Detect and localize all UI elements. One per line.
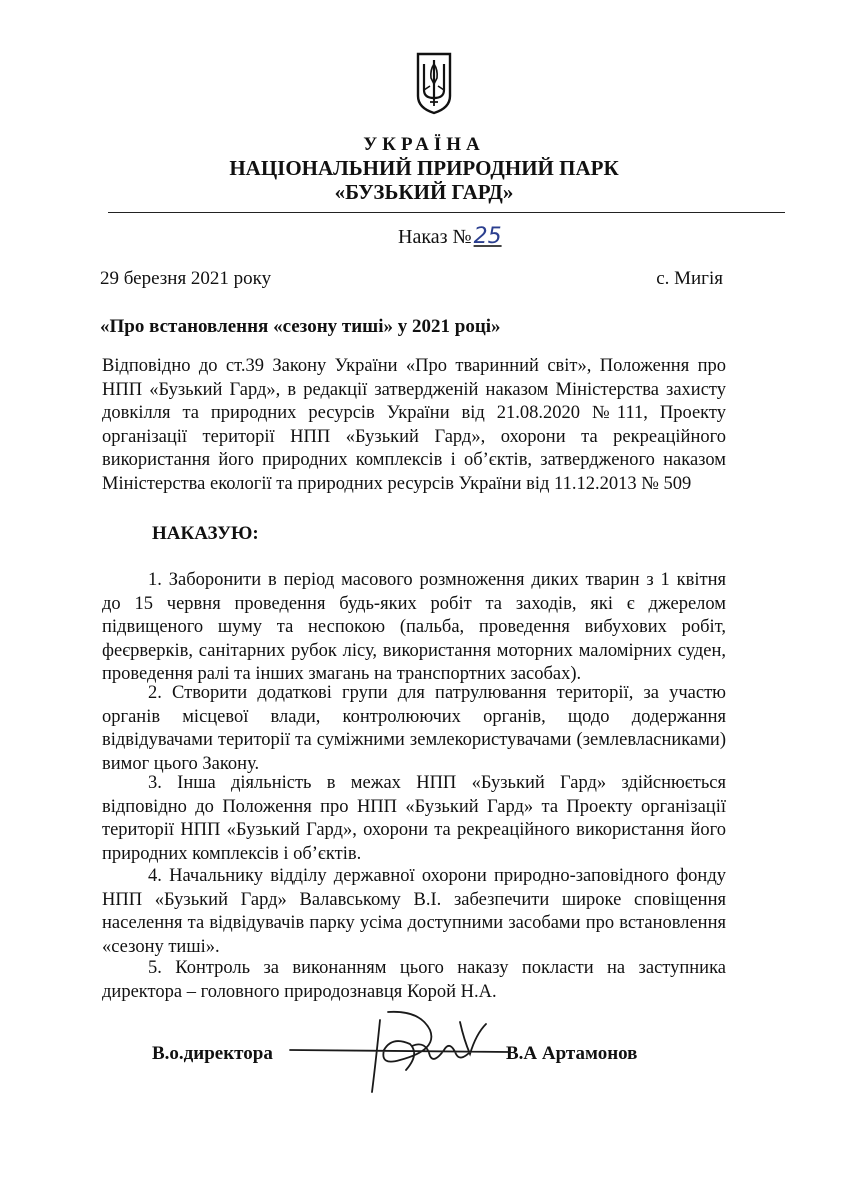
order-point-4: 4. Начальнику відділу державної охорони природно-заповідного фонду НПП «Бузький Гард» Валавському В.І. забезпечити широке сповіщення населення та відвідувачів парку усіма доступними засобами про встановлення «сезону тиші». bbox=[102, 866, 726, 957]
order-point-5: 5. Контроль за виконанням цього наказу покласти на заступника директора – головного природознавця Корой Н.А. bbox=[102, 958, 726, 1002]
handwritten-signature bbox=[280, 1000, 520, 1100]
order-number: 25 bbox=[473, 224, 502, 249]
signatory-name: В.А Артамонов bbox=[506, 1043, 638, 1064]
decree-heading: НАКАЗУЮ: bbox=[152, 523, 259, 544]
order-point-2: 2. Створити додаткові групи для патрулювання території, за участю органів місцевої влади, контролюючих органів, щодо додержання відвідувачами території та суміжними землекористувачами (землевласниками) вимог цього Закону. bbox=[102, 683, 726, 774]
order-point-3: 3. Інша діяльність в межах НПП «Бузький Гард» здійснюється відповідно до Положення про НПП «Бузький Гард» та Проекту організації території НПП «Бузький Гард», охорони та рекреаційного використання його природних комплексів і об’єктів. bbox=[102, 773, 726, 864]
signatory-position: В.о.директора bbox=[152, 1043, 273, 1064]
trident-coat-of-arms-icon bbox=[414, 50, 454, 116]
order-label: Наказ № bbox=[398, 226, 472, 248]
order-point-1: 1. Заборонити в період масового розмноження диких тварин з 1 квітня до 15 червня проведення будь-яких робіт та заходів, які є джерелом підвищеного шуму та неспокою (пальба, проведення вибухових робіт, феєрверків, санітарних рубок лісу, використання моторних маломірних суден, проведення ралі та інших змагань на транспортних засобах). bbox=[102, 570, 726, 684]
organization-heading: НАЦІОНАЛЬНИЙ ПРИРОДНИЙ ПАРК bbox=[229, 156, 619, 180]
country-heading: УКРАЇНА bbox=[363, 134, 485, 155]
order-title bbox=[398, 224, 502, 249]
order-date: 29 березня 2021 року bbox=[100, 268, 272, 289]
header-divider bbox=[108, 212, 785, 213]
order-subject: «Про встановлення «сезону тиші» у 2021 році» bbox=[100, 316, 501, 337]
order-place: с. Мигія bbox=[656, 268, 723, 289]
preamble-paragraph: Відповідно до ст.39 Закону України «Про тваринний світ», Положення про НПП «Бузький Гард», в редакції затвердженій наказом Міністерства захисту довкілля та природних ресурсів України від 21.08.2020 №111, Проекту організації території НПП «Бузький Гард», охорони та рекреаційного використання його природних комплексів і об’єктів, затвердженого наказом Міністерства екології та природних ресурсів України від 11.12.2013 № 509 bbox=[102, 356, 726, 494]
park-name-heading: «БУЗЬКИЙ ГАРД» bbox=[334, 180, 514, 204]
